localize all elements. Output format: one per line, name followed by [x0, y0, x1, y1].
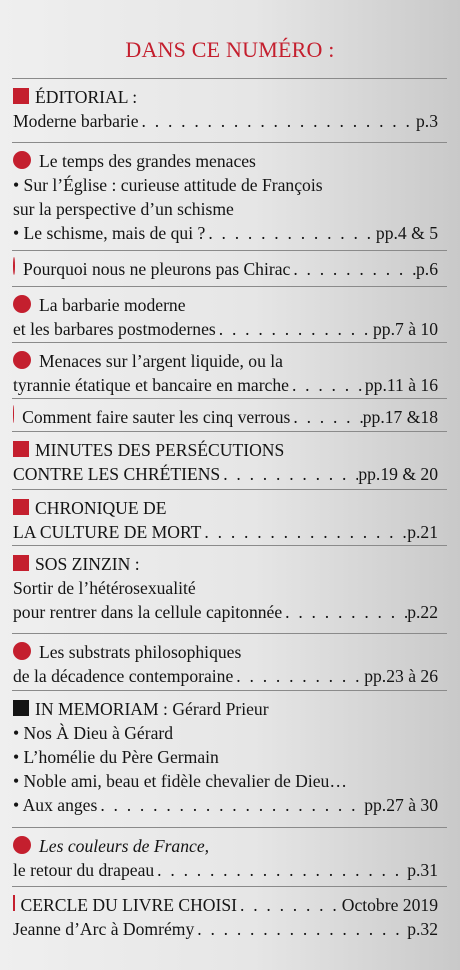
toc-line-text: le retour du drapeau — [13, 860, 155, 880]
divider-rule — [12, 342, 447, 343]
toc-line — [13, 834, 438, 858]
toc-line-text: • Aux anges — [13, 795, 98, 815]
page-reference: pp.7 à 10 — [373, 319, 438, 339]
toc-line-with-page — [13, 317, 438, 341]
dot-leader — [290, 405, 362, 429]
toc-entry — [13, 438, 438, 486]
bullet-circle-icon — [13, 295, 31, 313]
toc-line-text: LA CULTURE DE MORT — [13, 522, 202, 542]
toc-line-with-page — [13, 109, 438, 133]
toc-line — [13, 576, 438, 600]
dot-leader — [289, 373, 365, 397]
toc-entry — [13, 697, 438, 817]
page-title: DANS CE NUMÉRO : — [125, 37, 335, 62]
page-reference: pp.27 à 30 — [364, 795, 438, 815]
page-reference: p.22 — [407, 602, 438, 622]
toc-line — [13, 149, 438, 173]
toc-entry — [13, 85, 438, 133]
toc-line-text: Les substrats philosophiques — [39, 642, 242, 662]
page-reference: pp.11 à 16 — [364, 375, 438, 395]
toc-line — [13, 293, 438, 317]
toc-line-text: de la décadence contemporaine — [13, 666, 234, 686]
toc-line-text: Le temps des grandes menaces — [39, 151, 256, 171]
divider-rule — [12, 250, 447, 251]
bullet-square-icon — [13, 555, 29, 571]
toc-line-with-page — [13, 373, 438, 397]
divider-rule — [12, 489, 447, 490]
bullet-square-icon — [13, 895, 15, 911]
toc-line-text: Sortir de l’hétérosexualité — [13, 578, 196, 598]
bullet-circle-icon — [13, 836, 31, 854]
page-reference: p.6 — [416, 259, 438, 279]
toc-line-text: • Le schisme, mais de qui ? — [13, 223, 206, 243]
page-reference: Octobre 2019 — [341, 895, 438, 915]
toc-line-with-page — [13, 520, 438, 544]
toc-line-text: et les barbares postmodernes — [13, 319, 216, 339]
bullet-circle-icon — [13, 257, 15, 275]
page-reference: pp.19 & 20 — [358, 464, 438, 484]
toc-line-with-page — [13, 893, 438, 917]
toc-entry — [13, 893, 438, 941]
toc-line-text: Menaces sur l’argent liquide, ou la — [39, 351, 283, 371]
divider-rule — [12, 827, 447, 828]
toc-line-text: • L’homélie du Père Germain — [13, 747, 219, 767]
page-reference: p.31 — [407, 860, 438, 880]
toc-line-text: Moderne barbarie — [13, 111, 139, 131]
toc-line — [13, 721, 438, 745]
page-reference: p.32 — [407, 919, 438, 939]
toc-line-text: sur la perspective d’un schisme — [13, 199, 234, 219]
divider-rule — [12, 398, 447, 399]
dot-leader — [97, 793, 364, 817]
toc-line-with-page — [13, 858, 438, 882]
bullet-circle-icon — [13, 642, 31, 660]
toc-line-text: tyrannie étatique et bancaire en marche — [13, 375, 289, 395]
toc-line-text: Comment faire sauter les cinq verrous — [22, 407, 291, 427]
toc-line-text: Jeanne d’Arc à Domrémy — [13, 919, 195, 939]
bullet-square-icon — [13, 441, 29, 457]
divider-rule — [12, 633, 447, 634]
toc-line-text: MINUTES DES PERSÉCUTIONS — [35, 440, 285, 460]
toc-line-text: CHRONIQUE DE — [35, 498, 167, 518]
divider-rule — [12, 431, 447, 432]
dot-leader — [233, 664, 364, 688]
toc-line-text: • Noble ami, beau et fidèle chevalier de Dieu… — [13, 771, 347, 791]
toc-line — [13, 197, 438, 221]
page-reference: p.3 — [416, 111, 438, 131]
dot-leader — [139, 109, 416, 133]
toc-line-text: IN MEMORIAM : Gérard Prieur — [35, 699, 269, 719]
toc-line — [13, 552, 438, 576]
toc-line — [13, 496, 438, 520]
toc-entry — [13, 149, 438, 245]
toc-line-text: Pourquoi nous ne pleurons pas Chirac — [23, 259, 291, 279]
toc-line-with-page — [13, 405, 438, 429]
dot-leader — [282, 600, 407, 624]
toc-entry — [13, 257, 438, 281]
divider-rule — [12, 690, 447, 691]
dot-leader — [201, 520, 407, 544]
toc-entry — [13, 834, 438, 882]
toc-line-with-page — [13, 664, 438, 688]
dot-leader — [205, 221, 376, 245]
toc-entry — [13, 349, 438, 397]
toc-entry — [13, 552, 438, 624]
toc-line-with-page — [13, 793, 438, 817]
toc-line-text: La barbarie moderne — [39, 295, 186, 315]
dot-leader — [216, 317, 373, 341]
toc-line-text: • Sur l’Église : curieuse attitude de François — [13, 175, 323, 195]
bullet-circle-icon — [13, 151, 31, 169]
toc-entry — [13, 405, 438, 429]
divider-rule — [12, 545, 447, 546]
toc-line-text: SOS ZINZIN : — [35, 554, 140, 574]
toc-line — [13, 640, 438, 664]
bullet-circle-icon — [13, 351, 31, 369]
toc-line — [13, 349, 438, 373]
toc-entry — [13, 640, 438, 688]
toc-line-with-page — [13, 221, 438, 245]
toc-line — [13, 85, 438, 109]
toc-line — [13, 697, 438, 721]
dot-leader — [290, 257, 416, 281]
toc-line-text: pour rentrer dans la cellule capitonnée — [13, 602, 283, 622]
divider-rule — [12, 142, 447, 143]
toc-line-text: CERCLE DU LIVRE CHOISI — [20, 895, 237, 915]
toc-entry — [13, 293, 438, 341]
page-reference: p.21 — [407, 522, 438, 542]
divider-rule — [12, 286, 447, 287]
bullet-circle-icon — [13, 405, 14, 423]
toc-line-text: • Nos À Dieu à Gérard — [13, 723, 174, 743]
toc-line-with-page — [13, 600, 438, 624]
toc-line — [13, 745, 438, 769]
divider-rule — [12, 886, 447, 887]
toc-line-with-page — [13, 917, 438, 941]
dot-leader — [194, 917, 407, 941]
toc-line-text: CONTRE LES CHRÉTIENS — [13, 464, 221, 484]
toc-line-with-page — [13, 257, 438, 281]
bullet-square-icon — [13, 499, 29, 515]
toc-line-text: Les couleurs de France, — [39, 836, 210, 856]
dot-leader — [154, 858, 407, 882]
page-reference: pp.4 & 5 — [375, 223, 438, 243]
toc-line — [13, 769, 438, 793]
toc-entry — [13, 496, 438, 544]
dot-leader — [237, 893, 342, 917]
toc-line — [13, 173, 438, 197]
toc-line-with-page — [13, 462, 438, 486]
divider-rule — [12, 78, 447, 79]
toc-line-text: ÉDITORIAL : — [35, 87, 138, 107]
page-reference: pp.17 &18 — [362, 407, 438, 427]
dot-leader — [220, 462, 358, 486]
toc-line — [13, 438, 438, 462]
bullet-square-icon — [13, 88, 29, 104]
page-reference: pp.23 à 26 — [364, 666, 438, 686]
bullet-square-icon — [13, 700, 29, 716]
